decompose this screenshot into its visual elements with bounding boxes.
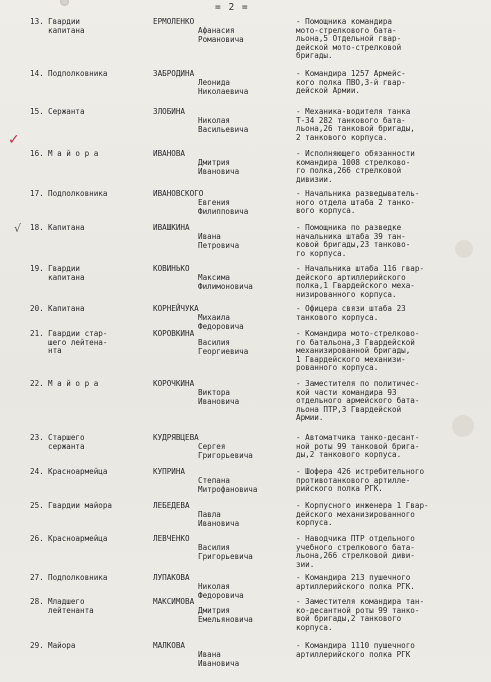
entry-given-name: Николая Васильевича [198, 116, 249, 134]
entry-rank: Красноармейца [48, 467, 108, 476]
entry-given-name: Афанасия Романовича [198, 26, 244, 44]
entry-rank: Гвардии капитана [48, 17, 85, 35]
entry-surname: КУДРЯВЦЕВА [153, 433, 199, 442]
entry-surname: КОРНЕЙЧУКА [153, 304, 199, 313]
entry-position: - Заместителя командира тан- ко-десантной роты 99 танко- вой бригады,2 танкового корпуса. [296, 597, 425, 632]
entry-number: 18. [30, 223, 44, 232]
entry-given-name: Дмитрия Ивановича [198, 158, 240, 176]
entry-number: 20. [30, 304, 44, 313]
entry-surname: КОРОВКИНА [153, 329, 195, 338]
entry-number: 29. [30, 641, 44, 650]
entry-position: - Командира 213 пушечного артиллерийского полка РГК. [296, 573, 415, 591]
entry-rank: Подполковника [48, 189, 108, 198]
entry-position: - Начальника разведыватель- ного отдела штаба 2 танко- вого корпуса. [296, 189, 420, 216]
award-entry [0, 598, 491, 638]
entry-surname: КУПРИНА [153, 467, 186, 476]
entry-rank: Младшего лейтенанта [48, 597, 94, 615]
entry-given-name: Сергея Григорьевича [198, 442, 253, 460]
entry-position: - Помощника по разведке начальника штаба 39 тан- ковой бригады,23 танково- го корпуса. [296, 223, 411, 258]
award-entry [0, 379, 491, 423]
entry-number: 28. [30, 597, 44, 606]
entry-surname: КОВИНЬКО [153, 264, 190, 273]
entry-position: - Офицера связи штаба 23 танкового корпуса. [296, 304, 406, 322]
entry-surname: ЕРМОЛЕНКО [153, 17, 195, 26]
entry-position: - Помощника командира мото-стрелкового бата- льона,5 Отдельной гвар- дейской мото-стрелковой бригады. [296, 17, 402, 61]
entry-rank: Капитана [48, 304, 85, 313]
award-entry [0, 535, 491, 575]
entry-position: - Автоматчика танко-десант- ной роты 99 танковой брига- ды,2 танкового корпуса. [296, 433, 420, 460]
entry-rank: Гвардии капитана [48, 264, 85, 282]
entry-given-name: Ивана Ивановича [198, 650, 240, 668]
entry-position: - Заместителя по политичес- кой части командира 93 отдельного армейского бата- льона ПТР,3 Гвардейской Армии. [296, 379, 420, 423]
entry-surname: ИВАШКИНА [153, 223, 190, 232]
award-entry [0, 108, 491, 148]
entry-position: - Механика-водителя танка Т-34 282 танкового бата- льона,26 танковой бригады, 2 танкового корпуса. [296, 107, 415, 142]
entry-surname: МАКСИМОВА [153, 597, 195, 606]
entry-number: 23. [30, 433, 44, 442]
entry-surname: ИВАНОВА [153, 149, 186, 158]
entry-position: - Командира 1257 Армейс- кого полка ПВО,3-й гвар- дейской Армии. [296, 69, 406, 96]
entry-number: 26. [30, 534, 44, 543]
entry-number: 19. [30, 264, 44, 273]
entry-position: - Командира мото-стрелково- го батальона,3 Гвардейской механизированной бригады, 1 Гвардейского механизи- рованного корпуса. [296, 329, 420, 373]
punch-hole [60, 0, 69, 6]
entry-surname: ЛУПАКОВА [153, 573, 190, 582]
entry-position: - Наводчика ПТР отдельного учебного стрелкового бата- льона,266 стрелковой диви- зии. [296, 534, 415, 569]
entry-number: 27. [30, 573, 44, 582]
entry-given-name: Василия Георгиевича [198, 338, 249, 356]
pencil-check-mark-icon: √ [14, 222, 22, 235]
entry-number: 16. [30, 149, 44, 158]
entry-rank: Гвардии стар- шего лейтена- нта [48, 329, 108, 356]
entry-position: - Начальника штаба 116 гвар- дейского артиллерийского полка,1 Гвардейского меха- низированного корпуса. [296, 264, 425, 299]
entry-surname: ИВАНОВСКОГО [153, 189, 204, 198]
entry-rank: Красноармейца [48, 534, 108, 543]
red-check-mark-icon: ✓ [8, 132, 20, 148]
award-entry [0, 642, 491, 682]
entry-rank: Старшего сержанта [48, 433, 85, 451]
entry-surname: ЛЕВЧЕНКО [153, 534, 190, 543]
award-entry [0, 17, 491, 61]
entry-rank: Подполковника [48, 69, 108, 78]
entry-position: - Шофера 426 истребительного противотанкового артилле- рийского полка РГК. [296, 467, 425, 494]
entry-surname: ЛЕБЕДЕВА [153, 501, 190, 510]
entry-rank: М а й о р а [48, 379, 99, 388]
entry-surname: ЗАБРОДИНА [153, 69, 195, 78]
entry-given-name: Павла Ивановича [198, 510, 240, 528]
page-number: = 2 = [215, 2, 249, 13]
entry-given-name: Михаила Федоровича [198, 313, 244, 331]
entry-given-name: Николая Федоровича [198, 582, 244, 600]
entry-position: - Командира 1110 пушечного артиллерийского полка РГК [296, 641, 415, 659]
entry-surname: МАЛКОВА [153, 641, 186, 650]
entry-given-name: Степана Митрофановича [198, 476, 258, 494]
award-entry [0, 265, 491, 305]
entry-number: 25. [30, 501, 44, 510]
entry-number: 21. [30, 329, 44, 338]
entry-surname: ЗЛОБИНА [153, 107, 186, 116]
entry-rank: Майора [48, 641, 76, 650]
entry-rank: Подполковника [48, 573, 108, 582]
entry-position: - Корпусного инженера 1 Гвар- дейского механизированного корпуса. [296, 501, 429, 528]
entry-number: 15. [30, 107, 44, 116]
entry-number: 17. [30, 189, 44, 198]
award-entry [0, 150, 491, 190]
entry-given-name: Ивана Петровича [198, 232, 240, 250]
entry-rank: Капитана [48, 223, 85, 232]
entry-rank: Сержанта [48, 107, 85, 116]
entry-number: 14. [30, 69, 44, 78]
entry-given-name: Виктора Ивановича [198, 388, 240, 406]
entry-rank: Гвардии майора [48, 501, 113, 510]
entry-rank: М а й о р а [48, 149, 99, 158]
entry-given-name: Дмитрия Емельяновича [198, 606, 253, 624]
entry-number: 24. [30, 467, 44, 476]
entry-given-name: Максима Филимоновича [198, 273, 253, 291]
entry-given-name: Василия Григорьевича [198, 543, 253, 561]
entry-position: - Исполняющего обязанности командира 1008 стрелково- го полка,266 стрелковой дивизии. [296, 149, 415, 184]
award-entry [0, 70, 491, 110]
award-entry [0, 329, 491, 373]
entry-given-name: Леонида Николаевича [198, 78, 249, 96]
award-entry [0, 224, 491, 264]
entry-given-name: Евгения Филипповича [198, 198, 249, 216]
entry-number: 13. [30, 17, 44, 26]
entry-number: 22. [30, 379, 44, 388]
entry-surname: КОРОЧКИНА [153, 379, 195, 388]
